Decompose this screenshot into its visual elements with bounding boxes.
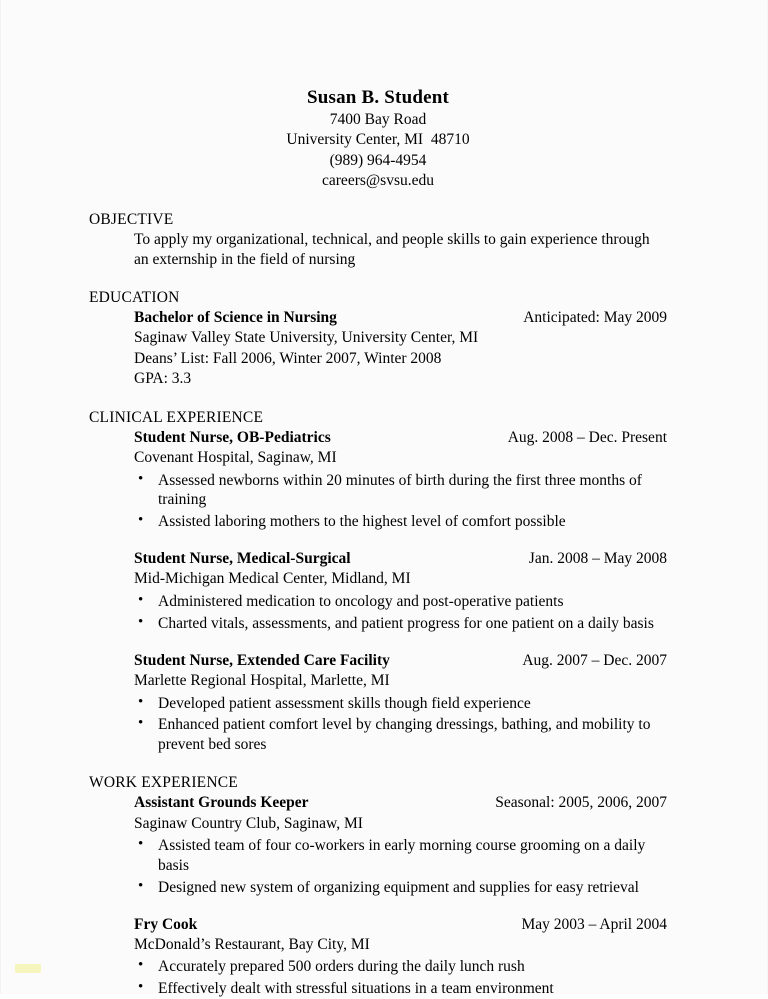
job-bullet: • Designed new system of organizing equipment and supplies for easy retrieval <box>134 878 667 898</box>
education-entry <box>134 308 667 390</box>
section-objective <box>89 210 667 270</box>
education-honors: Deans’ List: Fall 2006, Winter 2007, Winter 2008 <box>134 349 442 367</box>
job-bullet: • Enhanced patient comfort level by changing dressings, bathing, and mobility to prevent bed sores <box>134 715 667 755</box>
job-bullets <box>134 957 667 999</box>
section-title-education: EDUCATION <box>89 288 180 306</box>
job-title: Student Nurse, Extended Care Facility <box>134 651 390 669</box>
resume-sheet <box>89 0 667 999</box>
experience-entry-head <box>134 651 667 671</box>
job-title: Fry Cook <box>134 915 198 933</box>
experience-entry-head <box>134 793 667 813</box>
education-body <box>134 308 667 390</box>
job-title: Assistant Grounds Keeper <box>134 794 309 812</box>
section-title-clinical-experience: CLINICAL EXPERIENCE <box>89 408 264 426</box>
candidate-address: 7400 Bay Road <box>329 110 427 128</box>
experience-entry-head <box>134 549 667 569</box>
job-employer: McDonald’s Restaurant, Bay City, MI <box>134 935 370 953</box>
experience-entry <box>134 651 667 755</box>
job-bullets <box>134 471 667 532</box>
job-bullet: • Assessed newborns within 20 minutes of birth during the first three months of training <box>134 471 667 511</box>
job-date: Seasonal: 2005, 2006, 2007 <box>495 794 667 812</box>
section-clinical-experience <box>89 408 667 755</box>
experience-entry-head <box>134 915 667 935</box>
candidate-name: Susan B. Student <box>306 87 450 108</box>
job-employer: Saginaw Country Club, Saginaw, MI <box>134 814 363 832</box>
candidate-city-state-zip: University Center, MI 48710 <box>286 131 470 149</box>
candidate-email: careers@svsu.edu <box>322 172 434 190</box>
section-education <box>89 288 667 390</box>
education-gpa: GPA: 3.3 <box>134 370 192 388</box>
job-title: Student Nurse, OB-Pediatrics <box>134 428 331 446</box>
education-date: Anticipated: May 2009 <box>523 308 667 326</box>
section-work-experience <box>89 773 667 999</box>
job-bullet: • Assisted laboring mothers to the highest level of comfort possible <box>134 512 667 532</box>
education-school: Saginaw Valley State University, University Center, MI <box>134 329 479 347</box>
job-bullet: • Accurately prepared 500 orders during the daily lunch rush <box>134 957 667 977</box>
experience-entry-head <box>134 428 667 448</box>
job-bullets <box>134 836 667 897</box>
section-title-objective: OBJECTIVE <box>89 210 174 228</box>
resume-header <box>89 0 667 192</box>
job-title: Student Nurse, Medical-Surgical <box>134 550 351 568</box>
job-bullet: • Assisted team of four co-workers in early morning course grooming on a daily basis <box>134 836 667 876</box>
work-entries <box>134 793 667 999</box>
experience-entry <box>134 915 667 999</box>
education-degree: Bachelor of Science in Nursing <box>134 308 337 326</box>
job-date: Aug. 2008 – Dec. Present <box>507 428 667 446</box>
clinical-entries <box>134 428 667 755</box>
experience-entry <box>134 428 667 532</box>
job-bullet: • Effectively dealt with stressful situations in a team environment <box>134 979 667 999</box>
objective-body <box>134 230 667 270</box>
scan-artifact-mark <box>15 964 41 973</box>
job-employer: Marlette Regional Hospital, Marlette, MI <box>134 672 390 690</box>
experience-entry <box>134 793 667 897</box>
job-bullet: • Charted vitals, assessments, and patient progress for one patient on a daily basis <box>134 614 667 634</box>
job-date: May 2003 – April 2004 <box>521 915 667 933</box>
section-title-work-experience: WORK EXPERIENCE <box>89 773 238 791</box>
job-date: Jan. 2008 – May 2008 <box>528 550 667 568</box>
job-employer: Covenant Hospital, Saginaw, MI <box>134 449 337 467</box>
job-employer: Mid-Michigan Medical Center, Midland, MI <box>134 570 411 588</box>
education-entry-head <box>134 308 667 328</box>
job-bullet: • Administered medication to oncology and post-operative patients <box>134 592 667 612</box>
job-bullets <box>134 694 667 755</box>
job-bullets <box>134 592 667 634</box>
objective-text: To apply my organizational, technical, and people skills to gain experience through an externship in the field of nursing <box>134 230 650 268</box>
job-date: Aug. 2007 – Dec. 2007 <box>522 651 667 669</box>
job-bullet: • Developed patient assessment skills though field experience <box>134 694 667 714</box>
candidate-phone: (989) 964-4954 <box>329 151 427 169</box>
experience-entry <box>134 549 667 634</box>
